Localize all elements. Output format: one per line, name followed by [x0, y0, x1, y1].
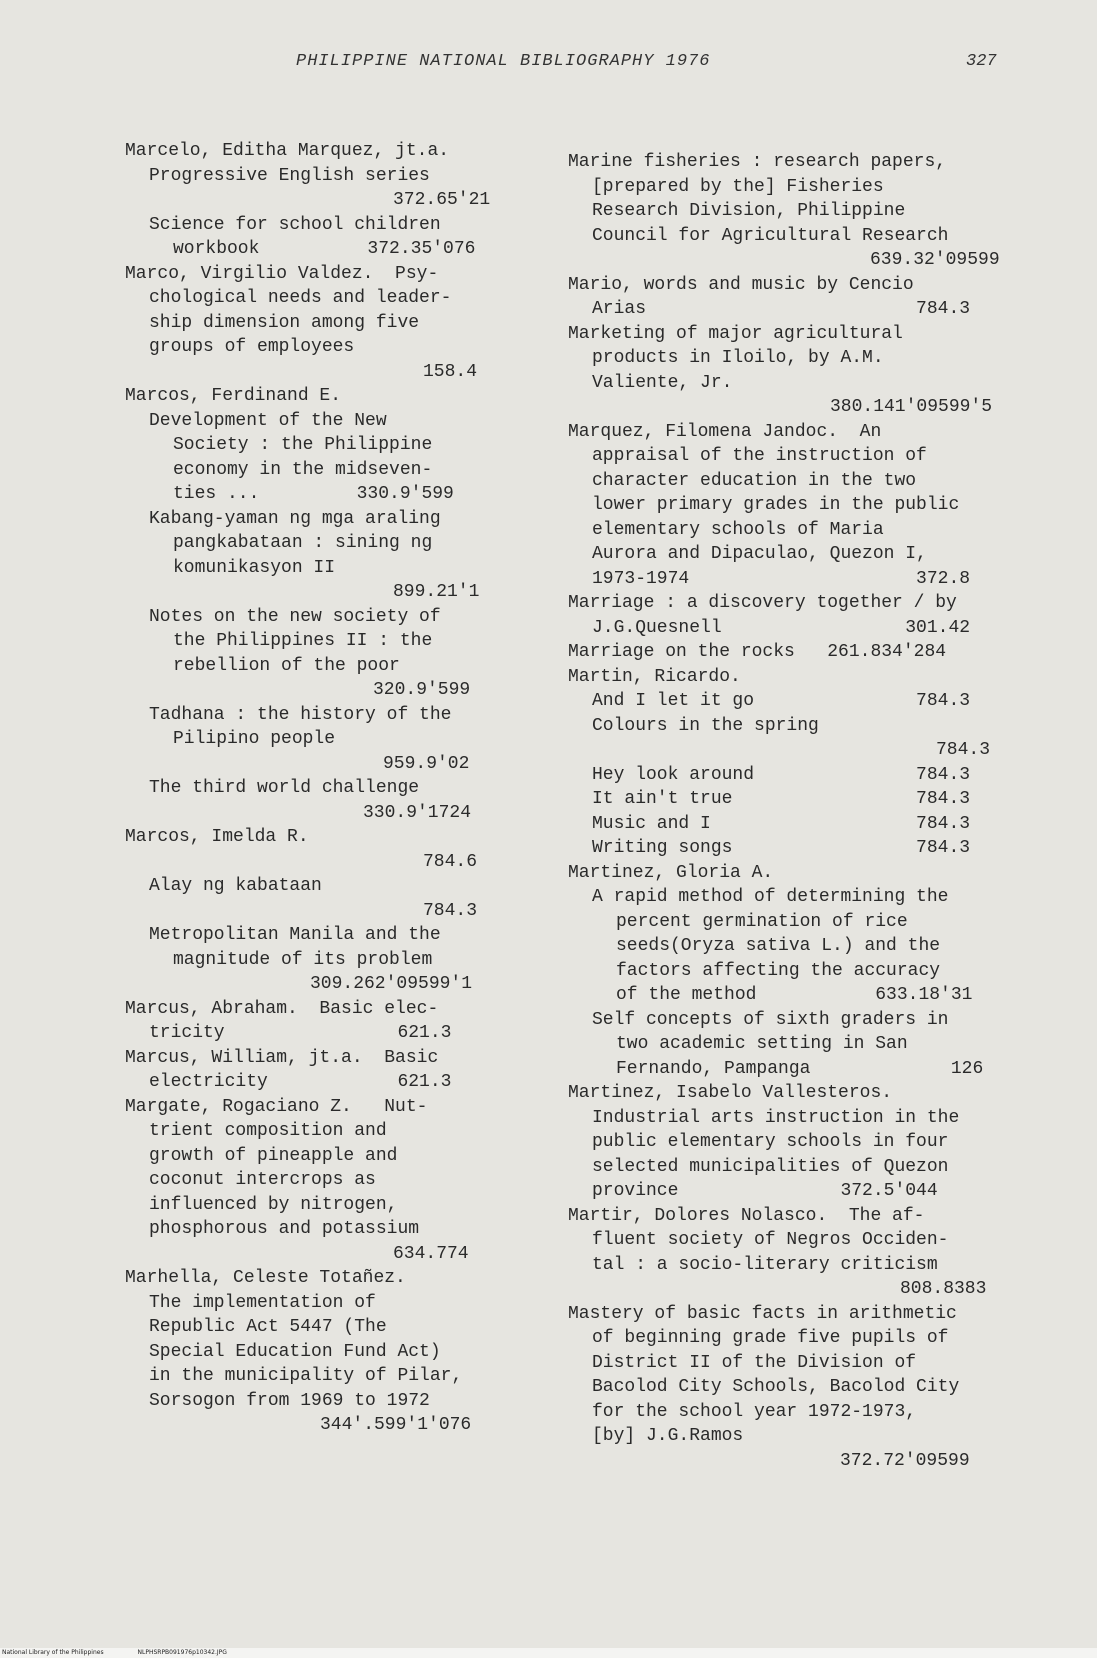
entry-line: electricity 621.3 — [149, 1072, 452, 1092]
class-number: 309.262'09599'1 — [310, 974, 473, 994]
entry-line: Kabang-yaman ng mga araling — [149, 508, 441, 529]
entry-line: Alay ng kabataan — [149, 876, 322, 896]
entry-line: Marcos, Imelda R. — [125, 827, 309, 847]
entry-line: And I let it go 784.3 — [592, 691, 971, 711]
entry-line: ship dimension among five — [149, 312, 420, 333]
entry-line: lower primary grades in the public — [592, 495, 960, 515]
page-header: PHILIPPINE NATIONAL BIBLIOGRAPHY 1976 — [296, 52, 711, 71]
footer-file: NLPHSRPB091976p10342.JPG — [137, 1649, 227, 1656]
left-column — [125, 139, 515, 1438]
entry-line: Hey look around 784.3 — [592, 764, 971, 785]
entry-line: in the municipality of Pilar, — [149, 1366, 463, 1386]
class-number: 380.141'09599'5 — [830, 397, 993, 417]
entry-line: Bacolod City Schools, Bacolod City — [592, 1377, 960, 1397]
entry-line: economy in the midseven- — [173, 459, 433, 480]
right-column — [568, 150, 1018, 1473]
class-number: 808.8383 — [900, 1279, 987, 1299]
class-number: 372.65'21 — [393, 190, 491, 210]
entry-line: [by] J.G.Ramos — [592, 1426, 744, 1446]
entry-line: Marriage : a discovery together / by — [568, 593, 957, 613]
entry-line: chological needs and leader- — [149, 288, 452, 308]
entry-line: public elementary schools in four — [592, 1132, 949, 1152]
entry-line: A rapid method of determining the — [592, 887, 949, 907]
entry-line: Aurora and Dipaculao, Quezon I, — [592, 544, 927, 564]
entry-line: two academic setting in San — [616, 1034, 908, 1054]
entry-line: Notes on the new society of — [149, 606, 441, 627]
entry-line: Progressive English series — [149, 165, 430, 186]
entry-line: character education in the two — [592, 470, 917, 491]
entry-line: pangkabataan : sining ng — [173, 533, 433, 553]
scan-footer — [0, 1648, 1097, 1658]
entry-line: magnitude of its problem — [173, 949, 433, 970]
entry-line: tricity 621.3 — [149, 1023, 452, 1043]
entry-line: The third world challenge — [149, 778, 420, 798]
class-number: 372.72'09599 — [840, 1450, 970, 1471]
entry-line: The implementation of — [149, 1292, 376, 1313]
footer-library: National Library of the Philippines — [2, 1649, 104, 1656]
entry-line: Republic Act 5447 (The — [149, 1317, 387, 1337]
entry-line: Development of the New — [149, 410, 387, 431]
entry-line: Self concepts of sixth graders in — [592, 1009, 949, 1030]
entry-line: of beginning grade five pupils of — [592, 1328, 949, 1348]
entry-line: Martin, Ricardo. — [568, 666, 741, 687]
class-number: 784.3 — [936, 740, 991, 760]
entry-line: the Philippines II : the — [173, 631, 433, 651]
class-number: 634.774 — [393, 1243, 469, 1264]
entry-line: Marcelo, Editha Marquez, jt.a. — [125, 141, 450, 161]
entry-line: trient composition and — [149, 1121, 387, 1141]
entry-line: Mario, words and music by Cencio — [568, 274, 914, 295]
entry-line: Martir, Dolores Nolasco. The af- — [568, 1205, 925, 1226]
entry-line: coconut intercrops as — [149, 1170, 376, 1190]
entry-line: groups of employees — [149, 337, 355, 357]
entry-line: province 372.5'044 — [592, 1181, 938, 1201]
page-number: 327 — [966, 52, 997, 71]
entry-line: Marco, Virgilio Valdez. Psy- — [125, 263, 439, 284]
entry-line: Marcos, Ferdinand E. — [125, 386, 342, 406]
entry-line: Science for school children — [149, 214, 441, 235]
entry-line: workbook 372.35'076 — [173, 239, 476, 259]
class-number: 639.32'09599 — [870, 250, 1000, 270]
entry-line: elementary schools of Maria — [592, 519, 884, 540]
class-number: 899.21'1 — [393, 582, 480, 602]
entry-line: komunikasyon II — [173, 557, 336, 578]
entry-line: factors affecting the accuracy — [616, 960, 941, 981]
entry-line: [prepared by the] Fisheries — [592, 176, 884, 197]
class-number: 320.9'599 — [373, 680, 471, 700]
entry-line: Marcus, Abraham. Basic elec- — [125, 998, 439, 1019]
entry-line: Sorsogon from 1969 to 1972 — [149, 1390, 430, 1411]
entry-line: for the school year 1972-1973, — [592, 1401, 917, 1422]
entry-line: Research Division, Philippine — [592, 201, 906, 221]
entry-line: Marriage on the rocks 261.834'284 — [568, 642, 947, 662]
entry-line: Fernando, Pampanga 126 — [616, 1058, 984, 1079]
entry-line: rebellion of the poor — [173, 655, 400, 676]
entry-line: Martinez, Gloria A. — [568, 862, 774, 883]
entry-line: It ain't true 784.3 — [592, 789, 971, 809]
entry-line: appraisal of the instruction of — [592, 446, 927, 466]
entry-line: growth of pineapple and — [149, 1145, 398, 1166]
entry-line: selected municipalities of Quezon — [592, 1156, 949, 1177]
entry-line: Marketing of major agricultural — [568, 323, 903, 344]
class-number: 959.9'02 — [383, 753, 470, 774]
entry-line: phosphorous and potassium — [149, 1219, 420, 1239]
entry-line: Tadhana : the history of the — [149, 704, 452, 725]
entry-line: Margate, Rogaciano Z. Nut- — [125, 1096, 428, 1117]
class-number: 158.4 — [423, 361, 478, 382]
class-number: 784.3 — [423, 900, 478, 921]
entry-line: Colours in the spring — [592, 715, 819, 736]
entry-line: seeds(Oryza sativa L.) and the — [616, 936, 941, 956]
entry-line: J.G.Quesnell 301.42 — [592, 617, 971, 638]
entry-line: ties ... 330.9'599 — [173, 484, 454, 504]
entry-line: 1973-1974 372.8 — [592, 568, 971, 589]
entry-line: Marhella, Celeste Totañez. — [125, 1268, 406, 1288]
entry-line: Music and I 784.3 — [592, 813, 971, 834]
entry-line: influenced by nitrogen, — [149, 1194, 398, 1215]
entry-line: tal : a socio-literary criticism — [592, 1254, 938, 1275]
entry-line: of the method 633.18'31 — [616, 985, 973, 1005]
entry-line: Industrial arts instruction in the — [592, 1107, 960, 1128]
entry-line: Special Education Fund Act) — [149, 1341, 441, 1362]
class-number: 784.6 — [423, 851, 478, 872]
entry-line: Council for Agricultural Research — [592, 225, 949, 246]
class-number: 330.9'1724 — [363, 802, 472, 823]
entry-line: Writing songs 784.3 — [592, 838, 971, 858]
entry-line: percent germination of rice — [616, 911, 908, 932]
class-number: 344'.599'1'076 — [320, 1415, 472, 1435]
entry-line: Society : the Philippine — [173, 435, 433, 455]
entry-line: Marine fisheries : research papers, — [568, 152, 947, 172]
entry-line: fluent society of Negros Occiden- — [592, 1230, 949, 1250]
entry-line: Marcus, William, jt.a. Basic — [125, 1047, 439, 1068]
entry-line: Mastery of basic facts in arithmetic — [568, 1303, 957, 1324]
entry-line: products in Iloilo, by A.M. — [592, 348, 884, 368]
entry-line: Arias 784.3 — [592, 299, 971, 319]
entry-line: Marquez, Filomena Jandoc. An — [568, 421, 882, 442]
entry-line: Metropolitan Manila and the — [149, 925, 441, 945]
entry-line: Pilipino people — [173, 729, 336, 749]
entry-line: District II of the Division of — [592, 1352, 917, 1373]
entry-line: Martinez, Isabelo Vallesteros. — [568, 1083, 893, 1103]
entry-line: Valiente, Jr. — [592, 372, 733, 393]
